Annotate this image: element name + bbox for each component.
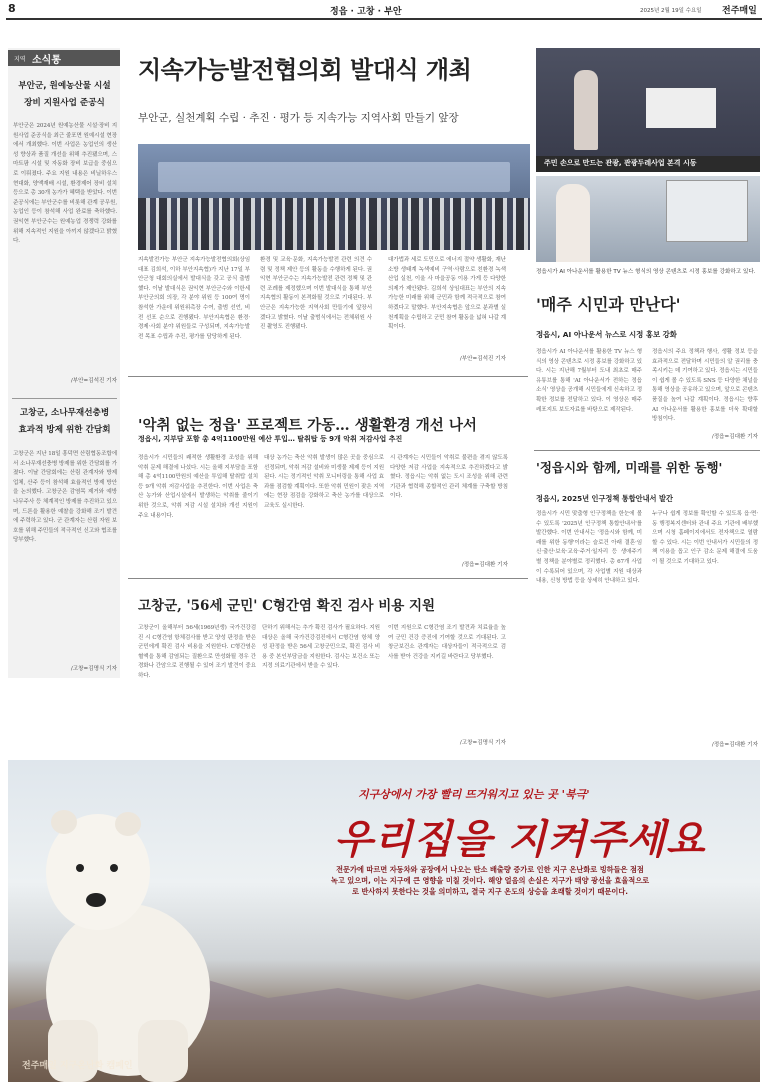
headline-line: 장비 지원사업 준공식 <box>24 98 105 108</box>
page-number: 8 <box>8 2 16 15</box>
middle-headline: '악취 없는 정읍' 프로젝트 가동… 생활환경 개선 나서 <box>138 417 477 434</box>
right-top-subhead: 정읍시, AI 아나운서 뉴스로 시정 홍보 강화 <box>536 330 677 339</box>
sidebar-tag-title: 소식통 <box>32 55 61 66</box>
sidebar-story1-byline: /부안=김석진 기자 <box>70 378 117 384</box>
sidebar-tag-region: 지역 <box>14 56 26 63</box>
middle-rule <box>128 376 528 377</box>
paper-name: 전주매일 <box>722 6 757 16</box>
middle-subhead: 정읍시, 지부담 포함 총 4억1100만원 예산 투입… 탈취탑 등 9개 악취 저감사업 추진 <box>138 435 403 443</box>
gochang-col1: 고창군이 올해부터 56세(1969년생) 국가건강검진 시 C형간염 항체검사를 받고 양성 판정을 받은 군민에게 확진 검사 비용을 지원한다. C형간염은 혈액을 통해 감염되는 질환으로 만성화될 경우 간경화나 간암으로 진행될 수 있어 조기 발견이 중요하다. <box>138 625 256 679</box>
right-top-byline: /정읍=김대환 기자 <box>711 434 758 440</box>
section-title: 정읍 · 고창 · 부안 <box>330 7 402 17</box>
gochang-headline: 고창군, '56세 군민' C형간염 확진 검사 비용 지원 <box>138 598 436 614</box>
sidebar-story1-headline <box>12 78 117 112</box>
middle-col3: 시 관계자는 시민들이 악취로 불편을 겪지 않도록 다양한 저감 사업을 지속적으로 추진하겠다고 밝혔다. 정읍시는 악취 없는 도시 조성을 위해 관련 기관과 협력해 종합적인 관리 체계를 구축할 방침이다. <box>390 455 508 500</box>
middle-byline: /정읍=김대환 기자 <box>461 562 508 568</box>
right-mid-col2: 누구나 쉽게 정보를 확인할 수 있도록 읍·면·동 행정복지센터와 관내 주요 기관에 배부했으며 시청 홈페이지에서도 전자책으로 열람할 수 있다. 시는 이번 안내서가 시민들의 정책 이용을 돕고 인구 감소 문제 해결에 도움이 될 것으로 기대하고 있다. <box>652 511 758 565</box>
gochang-byline: /고창=김명식 기자 <box>459 740 506 746</box>
lead-col3: 대가법과 세로 도민으로 에너지 절약 생활화, 재난소방 생태계 녹색예비 구역·사람으로 친환경 녹색산업 실천, 이울 사 마을공동 이용 가게 등 다양한 의제가 제안됐다. 김희석 상임대표는 부안의 지속가능한 미래를 위해 군민과 함께 적극적으로 참여하겠다고 말했다. 부안지속협은 앞으로 분과별 실천계획을 수립하고 군민 참여 활동을 넓혀 나갈 계획이다. <box>388 257 506 331</box>
right-mid-headline: '정읍시와 함께, 미래를 위한 동행' <box>536 460 723 475</box>
right-top-col2: 정읍시의 주요 정책과 행사, 생활 정보 등을 효과적으로 전달하며 시민들의 알 권리를 충족시키는 데 기여하고 있다. 정읍시는 시민들이 쉽게 볼 수 있도록 SNS 등 다양한 채널을 통해 영상을 공유하고 있으며, 앞으로 콘텐츠 품질을 높여 나갈 계획이다. 정읍시는 향후 AI 아나운서를 활용한 홍보를 더욱 확대할 방침이다. <box>652 349 758 423</box>
ad-body <box>260 864 720 897</box>
gochang-rule <box>128 578 528 579</box>
right-mid-subhead: 정읍시, 2025년 인구정책 통합안내서 발간 <box>536 494 673 503</box>
tourism-photo-caption: 주민 손으로 만드는 관광, 관광두레사업 본격 시동 <box>544 159 697 167</box>
right-mid-byline: /정읍=김대환 기자 <box>711 742 758 748</box>
lead-headline: 지속가능발전협의회 발대식 개최 <box>138 55 472 84</box>
lead-byline: /부안=김석진 기자 <box>459 356 506 362</box>
ad-body-line: 녹고 있으며, 이는 지구에 큰 영향을 미칠 것이다. 해양 얼음의 손실은 지구가 태양 광선을 효율적으로 <box>330 876 650 885</box>
right-mid-col1: 정읍시가 시민 맞춤형 인구정책을 한눈에 볼 수 있도록 '2025년 인구정책 통합안내서'를 발간했다. 이번 안내서는 '정읍시와 함께, 미래를 위한 동행'이라는 슬로건 아래 결혼·임신·출산·보육·교육·주거·일자리 등 생애주기별 정책을 분야별로 정리했다. 총 67개 사업이 수록되어 있으며, 각 사업별 지원 대상과 내용, 신청 방법 등을 상세히 안내하고 있다. <box>536 511 642 585</box>
right-top-col1: 정읍시가 AI 아나운서를 활용한 TV 뉴스 형식의 영상 콘텐츠로 시정 홍보를 강화하고 있다. 시는 지난해 7월부터 도내 최초로 매주 유튜브를 통해 'AI 아나운서가 전하는 정읍소식' 영상을 공개해 시민들에게 신속하고 정확한 정보를 전달하고 있다. 이 영상은 매주 레포지트 보도자료를 바탕으로 제작된다. <box>536 349 642 413</box>
middle-col2: 대상 농가는 축산 악취 발생이 많은 곳을 중심으로 선정되며, 악취 저감 설비와 미생물 제제 등이 지원된다. 시는 정기적인 악취 모니터링을 통해 사업 효과를 점검할 계획이다. 또한 악취 민원이 잦은 지역에는 현장 점검을 강화하고 축산 농가를 대상으로 교육도 실시한다. <box>264 455 384 509</box>
sidebar-story2-headline <box>12 405 117 439</box>
ad-body-line: 전문가에 따르면 자동차와 공장에서 나오는 탄소 배출량 증가로 인한 지구 온난화로 빙하들은 점점 <box>336 865 644 874</box>
ad-banner <box>8 760 760 1082</box>
sidebar-story2-body: 고창군은 지난 18일 흥덕면 산림협동조합에서 소나무재선충병 방제를 위한 간담회를 가졌다. 이날 간담회에는 산림 관계자와 방제 업체, 산주 등이 참석해 효율적인 방제 방안을 논의했다. 고창군은 감염목 제거와 예방나무주사 등 체계적인 방제를 추진하고 있으며, 드론을 활용한 예찰을 강화해 조기 발견에 주력하고 있다. 군 관계자는 산림 자원 보호를 위해 주민들의 적극적인 신고와 협조를 당부했다. <box>13 451 117 544</box>
lead-col1: 지속발전가능 부안군 지속가능발전협의회(상임대표 김희석, 이하 부안지속협)가 지난 17일 부안군청 대회의실에서 발대식을 갖고 공식 출범했다. 이날 발대식은 권익현 부안군수와 이한세 부안군의회 의장, 각 분야 위원 등 100여 명이 참석한 가운데 위원위촉장 수여, 출범 선언, 비전 선포 순으로 진행됐다. 부안지속협은 환경·경제·사회 분야 위원들로 구성되며, 지속가능발전 목표 수립과 추진, 평가를 담당하게 된다. <box>138 257 250 340</box>
right-mid-rule <box>534 450 760 451</box>
headline-line: 부안군, 원예농산물 시설 <box>18 81 111 91</box>
gochang-col3: 이번 지원으로 C형간염 조기 발견과 치료율을 높여 군민 건강 증진에 기여할 것으로 기대된다. 고창군보건소 관계자는 대상자들이 적극적으로 검사를 받아 건강을 지키길 바란다고 당부했다. <box>388 625 506 660</box>
lead-col2: 환경 및 교육·문화, 지속가능발전 관련 의견 수렴 및 정책 제안 등의 활동을 수행하게 된다. 권익현 부안군수는 지속가능발전 관련 정책 및 관련 조례를 제정했으며 이번 발대식을 통해 부안지속협의 활동이 본격화될 것으로 기대된다. 부안군은 지속가능한 지역사회 만들기에 앞장서겠다고 밝혔다. 이날 출범식에서는 전체위원 사진 촬영도 진행됐다. <box>260 257 372 331</box>
sidebar-story1-body: 부안군은 2024년 원예농산물 시설·장비 지원사업 준공식을 최근 줄포면 원예시설 현장에서 개최했다. 이번 사업은 농업인의 생산성 향상과 품질 개선을 위해 추진됐으며, 스마트팜 시설 및 자동화 장비 보급을 중심으로 이뤄졌다. 주요 지원 내용은 비닐하우스 현대화, 양액재배 시설, 환경제어 장비 설치 등으로 총 30개 농가가 혜택을 받았다. 이번 준공식에는 부안군수를 비롯해 관계 공무원, 농업인 등이 참석해 사업 완료를 축하했다. 권익현 부안군수는 원예농업 경쟁력 강화를 위해 지속적인 지원을 아끼지 않겠다고 밝혔다. <box>13 123 117 245</box>
headline-line: 고창군, 소나무재선충병 <box>19 408 110 418</box>
lead-subhead: 부안군, 실천계획 수립 · 추진 · 평가 등 지속가능 지역사회 만들기 앞장 <box>138 112 459 124</box>
headline-line: 효과적 방제 위한 간담회 <box>18 425 111 435</box>
ai-photo-caption: 정읍시가 AI 아나운서를 활용한 TV 뉴스 형식의 영상 콘텐츠로 시정 홍보를 강화하고 있다. <box>536 269 756 275</box>
sidebar-story2-byline: /고창=김명식 기자 <box>70 666 117 672</box>
right-top-headline: '매주 시민과 만난다' <box>536 295 681 314</box>
ai-anchor-photo <box>536 176 760 262</box>
ad-body-line: 로 반사하지 못한다는 것을 의미하고, 결국 지구 온도의 상승을 초래할 것이기 때문이다. <box>352 887 628 896</box>
ad-tagline: 지구상에서 가장 빨리 뜨거워지고 있는 곳 '북극' <box>358 788 590 801</box>
tourism-photo <box>536 48 760 172</box>
sidebar-tag <box>8 50 120 66</box>
ad-headline: 우리집을 지켜주세요 <box>334 817 706 863</box>
ad-footer: 전주매일 지구온난화 캠페인 <box>22 1061 133 1071</box>
gochang-col2: 단하기 위해서는 추가 확진 검사가 필요하다. 지원 대상은 올해 국가건강검진에서 C형간염 항체 양성 판정을 받은 56세 고창군민으로, 확진 검사 비용 중 본인부담금을 지원한다. 검사는 보건소 또는 지정 의료기관에서 받을 수 있다. <box>262 625 380 670</box>
header-rule <box>6 18 762 20</box>
middle-col1: 정읍시가 시민들의 쾌적한 생활환경 조성을 위해 악취 문제 해결에 나섰다. 시는 올해 지부담을 포함해 총 4억1100만원의 예산을 투입해 탈취탑 설치 등 9개 악취 저감사업을 추진한다. 이번 사업은 축산 농가와 산업시설에서 발생하는 악취를 줄이기 위한 것으로, 악취 저감 시설 설치와 개선 지원이 주요 내용이다. <box>138 455 258 519</box>
sidebar-divider <box>12 398 117 399</box>
issue-date: 2025년 2월 19일 수요일 <box>640 8 702 14</box>
polar-bear <box>18 790 218 1082</box>
lead-photo <box>138 144 530 250</box>
